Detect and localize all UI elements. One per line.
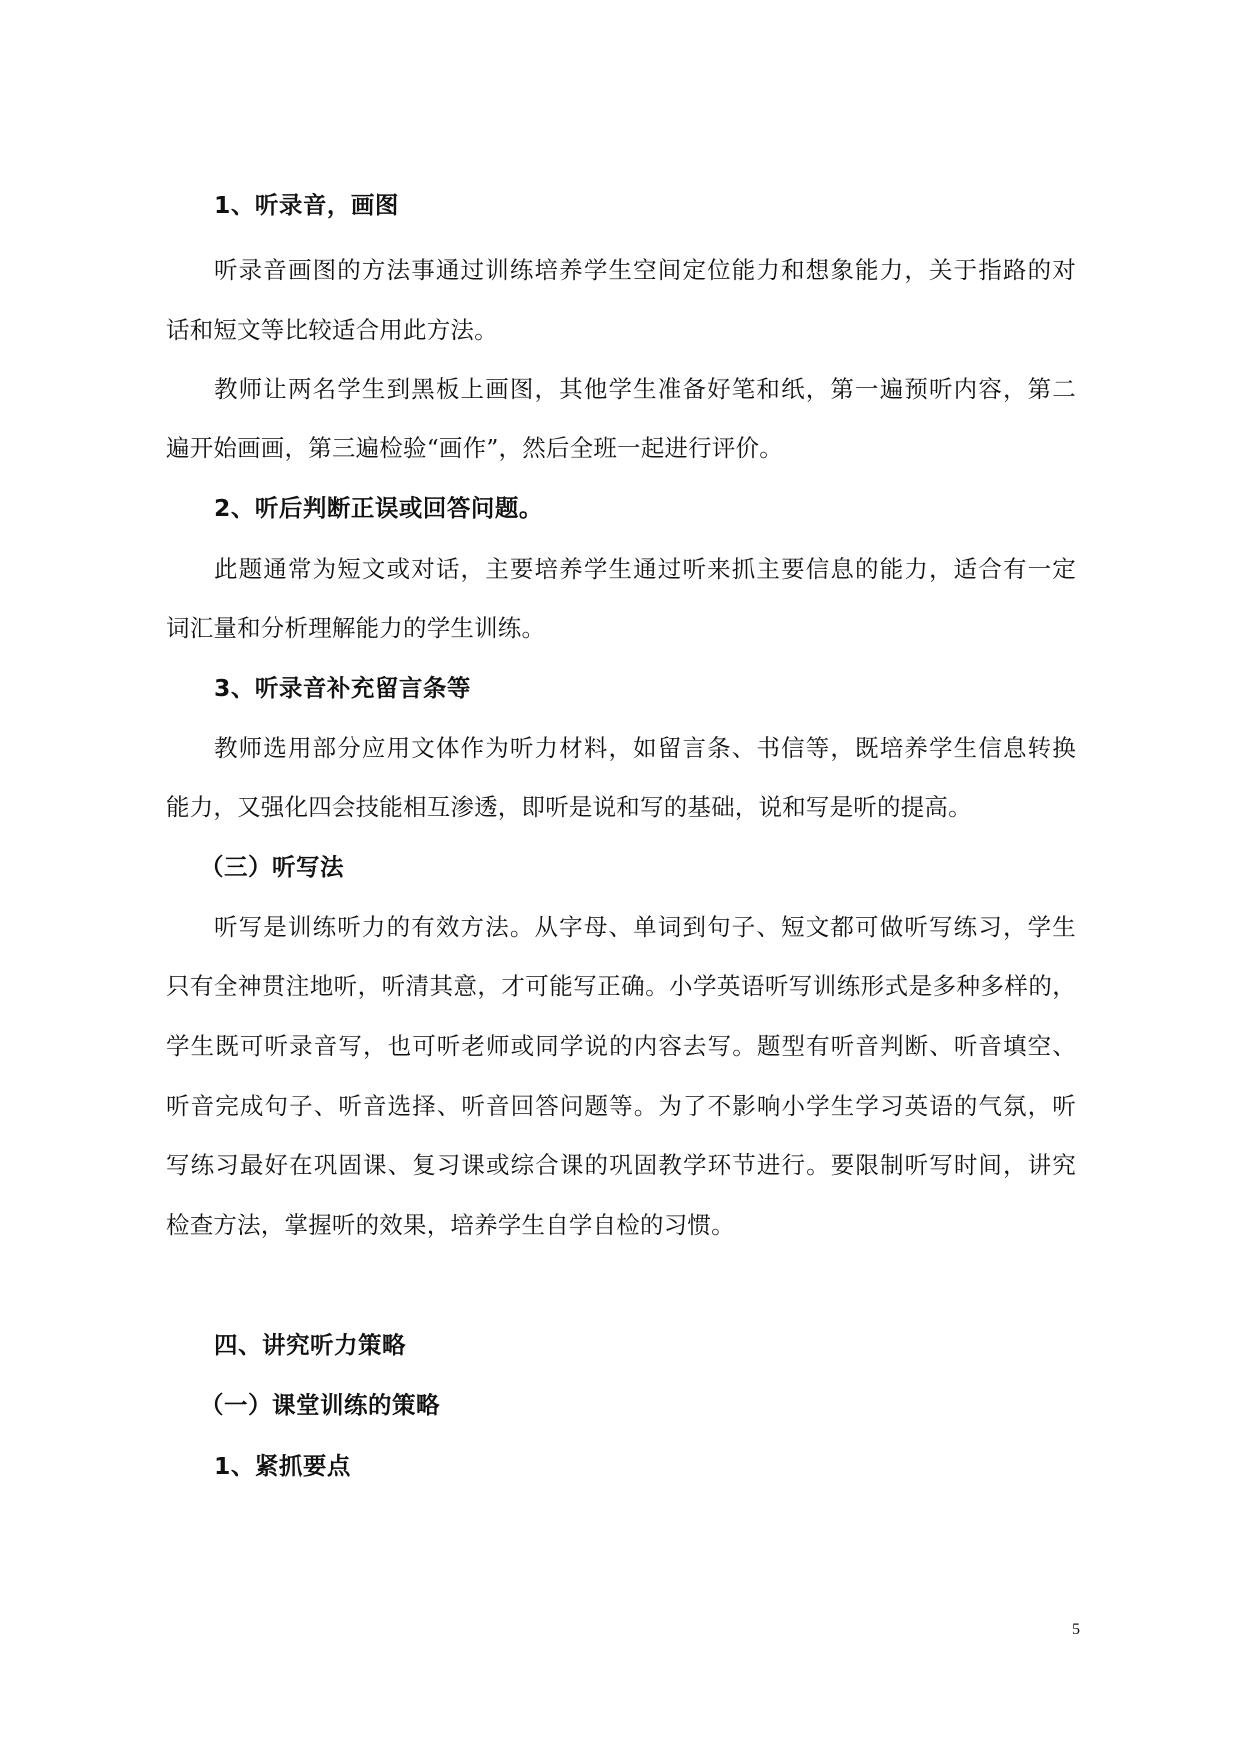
paragraph-line: 词汇量和分析理解能力的学生训练。 bbox=[166, 614, 546, 642]
paragraph-line: 能力，又强化四会技能相互渗透，即听是说和写的基础，说和写是听的提高。 bbox=[166, 793, 972, 821]
paragraph-line: 听写是训练听力的有效方法。从字母、单词到句子、短文都可做听写练习，学生 bbox=[214, 913, 1076, 941]
paragraph-line: 检查方法，掌握听的效果，培养学生自学自检的习惯。 bbox=[166, 1211, 735, 1239]
chapter-heading-strategy: 四、讲究听力策略 bbox=[214, 1331, 406, 1359]
paragraph-line: 听音完成句子、听音选择、听音回答问题等。为了不影响小学生学习英语的气氛，听 bbox=[166, 1092, 1076, 1120]
paragraph-line: 教师选用部分应用文体作为听力材料，如留言条、书信等，既培养学生信息转换 bbox=[214, 734, 1076, 762]
paragraph-line: 话和短文等比较适合用此方法。 bbox=[166, 316, 498, 344]
paragraph-line: 写练习最好在巩固课、复习课或综合课的巩固教学环节进行。要限制听写时间，讲究 bbox=[166, 1151, 1076, 1179]
page-number: 5 bbox=[1072, 1621, 1080, 1638]
paragraph-line: 此题通常为短文或对话，主要培养学生通过听来抓主要信息的能力，适合有一定 bbox=[214, 555, 1076, 583]
section-heading-notes: 3、听录音补充留言条等 bbox=[214, 674, 471, 702]
paragraph-line: 教师让两名学生到黑板上画图，其他学生准备好笔和纸，第一遍预听内容，第二 bbox=[214, 375, 1076, 403]
paragraph-line: 学生既可听录音写，也可听老师或同学说的内容去写。题型有听音判断、听音填空、 bbox=[166, 1032, 1076, 1060]
section-heading-classroom: （一）课堂训练的策略 bbox=[200, 1391, 440, 1419]
paragraph-line: 听录音画图的方法事通过训练培养学生空间定位能力和想象能力，关于指路的对 bbox=[214, 256, 1076, 284]
section-heading-dictation: （三）听写法 bbox=[200, 853, 344, 881]
section-heading-key-points: 1、紧抓要点 bbox=[214, 1452, 351, 1480]
paragraph-line: 只有全神贯注地听，听清其意，才可能写正确。小学英语听写训练形式是多种多样的， bbox=[166, 972, 1076, 1000]
section-heading-listen-draw: 1、听录音，画图 bbox=[214, 191, 399, 219]
section-heading-judge: 2、听后判断正误或回答问题。 bbox=[214, 494, 543, 522]
paragraph-line: 遍开始画画，第三遍检验“画作”，然后全班一起进行评价。 bbox=[166, 434, 783, 462]
